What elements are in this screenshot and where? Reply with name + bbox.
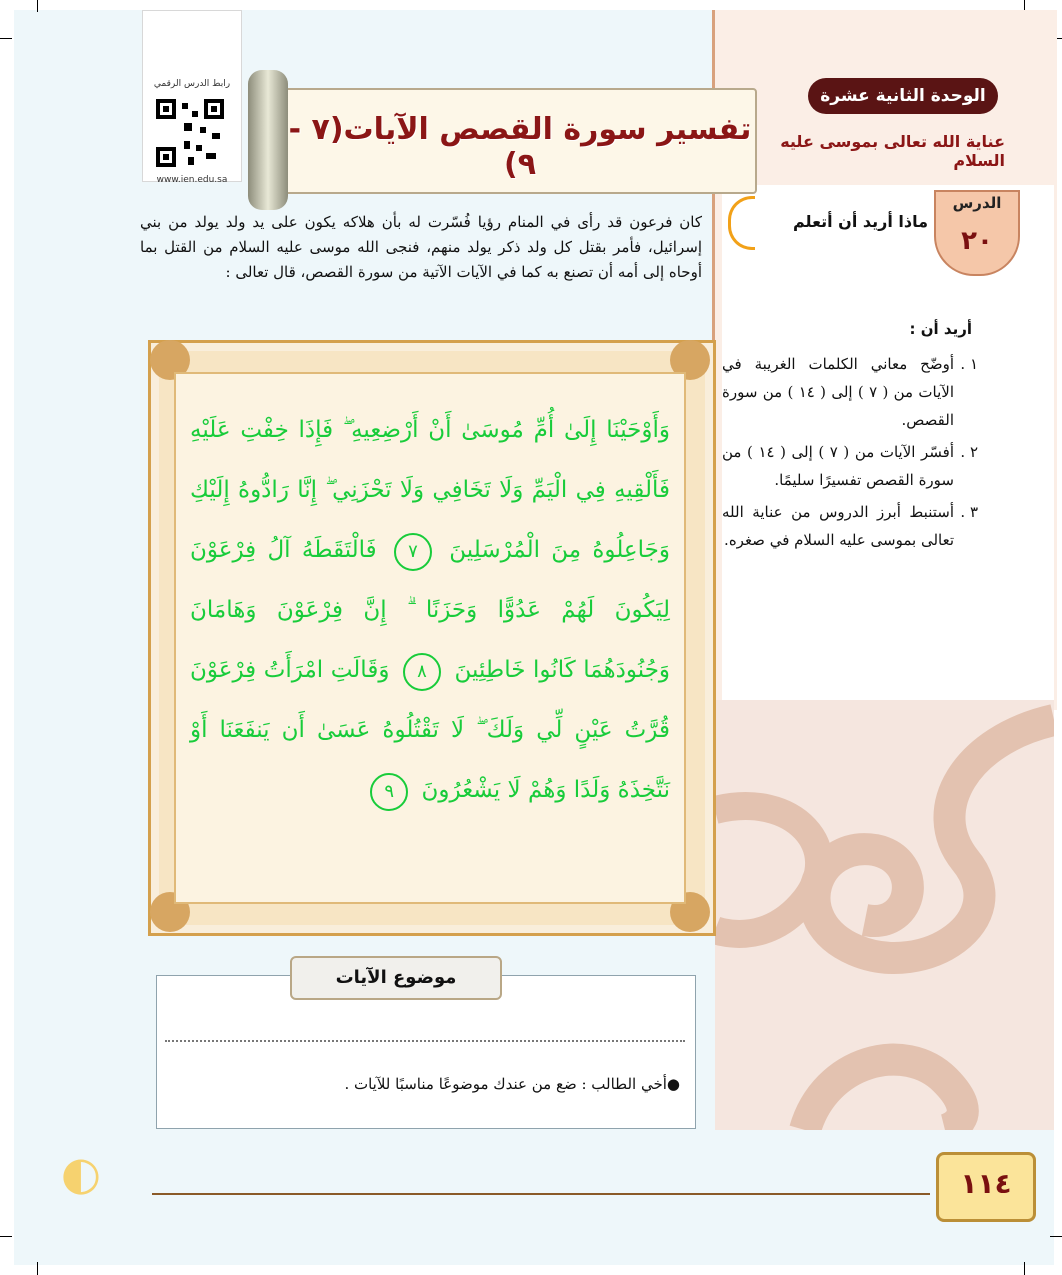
crop-mark (1050, 1236, 1062, 1237)
verse-8-text: فَالْتَقَطَهُ آلُ فِرْعَوْنَ لِيَكُونَ لَهُمْ عَدُوًّا وَحَزَنًا ۗ إِنَّ فِرْعَوْنَ وَهَامَانَ وَجُنُودَهُمَا كَانُوا خَاطِئِينَ (190, 537, 671, 683)
footer-divider (152, 1193, 930, 1195)
learn-heading: ماذا أريد أن أتعلم (792, 212, 928, 231)
qr-url: www.ien.edu.sa (156, 175, 228, 185)
crop-mark (0, 1236, 12, 1237)
lesson-title: تفسير سورة القصص الآيات(٧ - ٩) (288, 112, 752, 182)
objective-text: أستنبط أبرز الدروس من عناية الله تعالى بموسى عليه السلام في صغره. (722, 503, 954, 549)
decorative-ornament (715, 700, 1054, 1130)
unit-topic: عناية الله تعالى بموسى عليه السلام (780, 132, 1005, 170)
unit-badge: الوحدة الثانية عشرة (808, 78, 998, 114)
objective-item (722, 350, 978, 434)
qr-code-icon[interactable] (154, 97, 226, 169)
objective-item (722, 498, 978, 554)
verse-7-marker: ٧ (394, 533, 432, 571)
crop-mark (37, 0, 38, 12)
objectives-list (722, 350, 978, 558)
topic-note: ●أخي الطالب : ضع من عندك موضوعًا مناسبًا للآيات . (344, 1075, 680, 1093)
objective-number: ٣ . (960, 503, 978, 521)
qr-card (142, 10, 242, 185)
crop-mark (37, 1262, 38, 1275)
lesson-label: الدرس (952, 194, 1002, 212)
lesson-number: ٢٠ (961, 226, 993, 256)
crop-mark (1024, 1262, 1025, 1275)
verse-9-text: وَقَالَتِ امْرَأَتُ فِرْعَوْنَ قُرَّتُ عَيْنٍ لِّي وَلَكَ ۖ لَا تَقْتُلُوهُ عَسَىٰ أَن يَنفَعَنَا أَوْ نَتَّخِذَهُ وَلَدًا وَهُمْ لَا يَشْعُرُونَ (190, 657, 670, 803)
scroll-roll-icon (248, 70, 288, 210)
topic-answer-line[interactable] (165, 1040, 685, 1042)
topic-title: موضوع الآيات (290, 956, 502, 1000)
objective-item (722, 438, 978, 494)
intro-paragraph: كان فرعون قد رأى في المنام رؤيا فُسّرت له بأن هلاكه يكون على يد ولد يولد من بني إسرائيل، فأمر بقتل كل ولد ذكر يولد منهم، فنجى الله موسى عليه السلام من القتل بما أوحاه إلى أمه أن تصنع به كما في الآيات الآتية من سورة القصص، قال تعالى : (140, 213, 702, 281)
crop-mark (0, 38, 12, 39)
objective-text: أوضّح معاني الكلمات الغريبة في الآيات من ( ٧ ) إلى ( ١٤ ) من سورة القصص. (722, 355, 955, 429)
verse-8-marker: ٨ (403, 653, 441, 691)
qr-label: رابط الدرس الرقمي (153, 79, 231, 89)
objectives-heading: أريد أن : (909, 320, 972, 338)
lesson-tab (934, 190, 1020, 276)
objective-number: ٢ . (960, 443, 978, 461)
verse-9-marker: ٩ (370, 773, 408, 811)
publisher-logo-icon: ◐ (60, 1146, 102, 1200)
objective-text: أفسّر الآيات من ( ٧ ) إلى ( ١٤ ) من سورة القصص تفسيرًا سليمًا. (722, 443, 954, 489)
objective-number: ١ . (960, 355, 978, 373)
verse-7-text: وَأَوْحَيْنَا إِلَىٰ أُمِّ مُوسَىٰ أَنْ أَرْضِعِيهِ ۖ فَإِذَا خِفْتِ عَلَيْهِ فَأَلْقِيهِ فِي الْيَمِّ وَلَا تَخَافِي وَلَا تَحْزَنِي ۖ إِنَّا رَادُّوهُ إِلَيْكِ وَجَاعِلُوهُ مِنَ الْمُرْسَلِينَ (190, 417, 670, 563)
page-number: ١١٤ (936, 1152, 1036, 1222)
quran-verses (190, 400, 670, 820)
